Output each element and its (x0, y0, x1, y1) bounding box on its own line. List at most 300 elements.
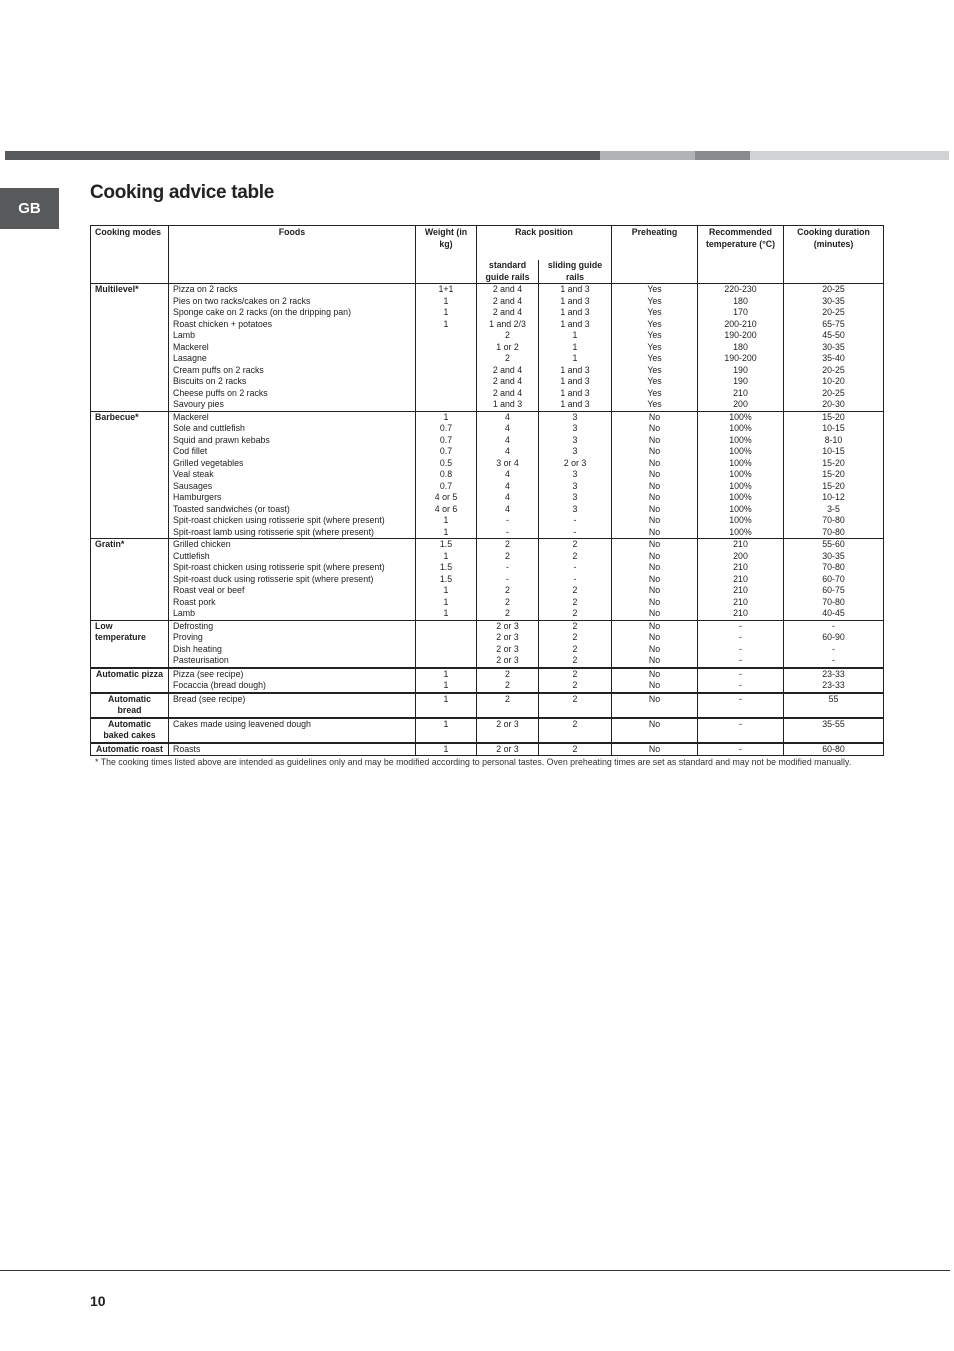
table-row (91, 527, 884, 539)
header-bar-segment (5, 151, 600, 160)
temperature-cell: 200 (698, 551, 784, 563)
duration-cell: 30-35 (784, 551, 884, 563)
duration-cell: 10-20 (784, 376, 884, 388)
table-row (91, 515, 884, 527)
rack-sliding-cell: - (539, 562, 612, 574)
rack-sliding-cell: 3 (539, 469, 612, 481)
preheating-cell: No (612, 411, 698, 423)
table-row (91, 620, 884, 632)
food-cell: Spit-roast chicken using rotisserie spit (where present) (169, 562, 416, 574)
table-row (91, 284, 884, 296)
rack-standard-cell: 4 (477, 411, 539, 423)
rack-sliding-cell: 2 (539, 668, 612, 681)
food-cell: Sole and cuttlefish (169, 423, 416, 435)
rack-sliding-cell: 1 and 3 (539, 388, 612, 400)
duration-cell: 23-33 (784, 668, 884, 681)
rack-standard-cell: 2 and 4 (477, 307, 539, 319)
header-weight: Weight (in kg) (416, 226, 477, 284)
rack-sliding-cell: 2 (539, 743, 612, 756)
rack-standard-cell: 4 (477, 435, 539, 447)
food-cell: Defrosting (169, 620, 416, 632)
rack-standard-cell: 2 (477, 680, 539, 693)
temperature-cell: 170 (698, 307, 784, 319)
rack-sliding-cell: 2 (539, 632, 612, 644)
rack-sliding-cell: 2 (539, 718, 612, 743)
header-bar-segment (695, 151, 750, 160)
temperature-cell: 100% (698, 469, 784, 481)
preheating-cell: No (612, 668, 698, 681)
weight-cell: 1 (416, 411, 477, 423)
rack-sliding-cell: 2 (539, 608, 612, 620)
rack-standard-cell: 2 and 4 (477, 296, 539, 308)
temperature-cell: 100% (698, 411, 784, 423)
food-cell: Mackerel (169, 411, 416, 423)
rack-sliding-cell: 1 and 3 (539, 296, 612, 308)
rack-sliding-cell: 2 (539, 539, 612, 551)
preheating-cell: No (612, 435, 698, 447)
temperature-cell: 100% (698, 458, 784, 470)
header-standard-rails: standard guide rails (477, 260, 539, 284)
preheating-cell: Yes (612, 284, 698, 296)
food-cell: Cakes made using leavened dough (169, 718, 416, 743)
weight-cell: 0.7 (416, 423, 477, 435)
temperature-cell: - (698, 620, 784, 632)
weight-cell (416, 330, 477, 342)
rack-sliding-cell: 1 and 3 (539, 307, 612, 319)
duration-cell: 20-25 (784, 388, 884, 400)
temperature-cell: 100% (698, 446, 784, 458)
duration-cell: 20-25 (784, 307, 884, 319)
preheating-cell: No (612, 446, 698, 458)
food-cell: Roast veal or beef (169, 585, 416, 597)
food-cell: Proving (169, 632, 416, 644)
rack-standard-cell: 2 (477, 353, 539, 365)
rack-sliding-cell: 3 (539, 446, 612, 458)
duration-cell: 3-5 (784, 504, 884, 516)
temperature-cell: 190 (698, 365, 784, 377)
preheating-cell: No (612, 743, 698, 756)
preheating-cell: No (612, 458, 698, 470)
duration-cell: 60-70 (784, 574, 884, 586)
table-row (91, 446, 884, 458)
rack-standard-cell: 2 (477, 608, 539, 620)
weight-cell: 0.7 (416, 446, 477, 458)
rack-sliding-cell: - (539, 527, 612, 539)
temperature-cell: 180 (698, 342, 784, 354)
preheating-cell: Yes (612, 365, 698, 377)
rack-standard-cell: 2 and 4 (477, 388, 539, 400)
food-cell: Dish heating (169, 644, 416, 656)
food-cell: Spit-roast duck using rotisserie spit (where present) (169, 574, 416, 586)
weight-cell (416, 632, 477, 644)
rack-standard-cell: - (477, 527, 539, 539)
table-row (91, 399, 884, 411)
temperature-cell: - (698, 632, 784, 644)
weight-cell: 4 or 5 (416, 492, 477, 504)
page-number: 10 (90, 1293, 106, 1309)
rack-sliding-cell: - (539, 515, 612, 527)
rack-standard-cell: 4 (477, 492, 539, 504)
table-row (91, 632, 884, 644)
weight-cell: 1 (416, 743, 477, 756)
rack-standard-cell: 2 (477, 330, 539, 342)
weight-cell: 1 (416, 527, 477, 539)
temperature-cell: - (698, 743, 784, 756)
weight-cell: 4 or 6 (416, 504, 477, 516)
food-cell: Sausages (169, 481, 416, 493)
table-row (91, 342, 884, 354)
cooking-mode-cell: Automatic baked cakes (91, 718, 169, 743)
table-row (91, 585, 884, 597)
temperature-cell: 100% (698, 423, 784, 435)
preheating-cell: No (612, 515, 698, 527)
header-preheating: Preheating (612, 226, 698, 284)
preheating-cell: No (612, 504, 698, 516)
preheating-cell: No (612, 693, 698, 718)
rack-sliding-cell: 3 (539, 504, 612, 516)
rack-standard-cell: - (477, 562, 539, 574)
duration-cell: 55 (784, 693, 884, 718)
weight-cell: 1+1 (416, 284, 477, 296)
rack-standard-cell: 1 and 2/3 (477, 319, 539, 331)
food-cell: Lamb (169, 608, 416, 620)
preheating-cell: Yes (612, 342, 698, 354)
rack-sliding-cell: 2 (539, 644, 612, 656)
food-cell: Roasts (169, 743, 416, 756)
table-row (91, 551, 884, 563)
preheating-cell: Yes (612, 307, 698, 319)
food-cell: Pies on two racks/cakes on 2 racks (169, 296, 416, 308)
food-cell: Spit-roast lamb using rotisserie spit (where present) (169, 527, 416, 539)
temperature-cell: 210 (698, 608, 784, 620)
food-cell: Cream puffs on 2 racks (169, 365, 416, 377)
rack-standard-cell: 4 (477, 446, 539, 458)
temperature-cell: 100% (698, 492, 784, 504)
table-row (91, 504, 884, 516)
rack-standard-cell: 1 or 2 (477, 342, 539, 354)
food-cell: Roast chicken + potatoes (169, 319, 416, 331)
duration-cell: - (784, 655, 884, 668)
temperature-cell: - (698, 680, 784, 693)
weight-cell: 0.8 (416, 469, 477, 481)
table-row (91, 608, 884, 620)
preheating-cell: No (612, 527, 698, 539)
cooking-mode-cell: Multilevel* (91, 284, 169, 412)
header-temperature: Recommended temperature (°C) (698, 226, 784, 284)
food-cell: Pasteurisation (169, 655, 416, 668)
duration-cell: 20-25 (784, 365, 884, 377)
duration-cell: 60-80 (784, 743, 884, 756)
food-cell: Pizza (see recipe) (169, 668, 416, 681)
weight-cell (416, 644, 477, 656)
weight-cell (416, 376, 477, 388)
rack-sliding-cell: 2 (539, 693, 612, 718)
table-row (91, 481, 884, 493)
food-cell: Squid and prawn kebabs (169, 435, 416, 447)
preheating-cell: No (612, 585, 698, 597)
rack-standard-cell: 2 and 4 (477, 376, 539, 388)
weight-cell: 1.5 (416, 574, 477, 586)
preheating-cell: Yes (612, 353, 698, 365)
preheating-cell: No (612, 469, 698, 481)
temperature-cell: 210 (698, 597, 784, 609)
language-tab: GB (0, 188, 59, 229)
rack-standard-cell: 2 or 3 (477, 743, 539, 756)
duration-cell: 15-20 (784, 469, 884, 481)
table-row (91, 718, 884, 743)
rack-sliding-cell: 3 (539, 411, 612, 423)
footnote: * The cooking times listed above are intended as guidelines only and may be modified according to personal tastes. Oven preheating times are set as standard and may not be modified manually. (95, 757, 852, 767)
footer-divider (0, 1270, 950, 1271)
rack-sliding-cell: 3 (539, 492, 612, 504)
food-cell: Roast pork (169, 597, 416, 609)
duration-cell: 55-60 (784, 539, 884, 551)
temperature-cell: 210 (698, 585, 784, 597)
cooking-advice-table (90, 225, 884, 756)
preheating-cell: Yes (612, 376, 698, 388)
duration-cell: 15-20 (784, 481, 884, 493)
duration-cell: 15-20 (784, 411, 884, 423)
table-row (91, 458, 884, 470)
table-row (91, 307, 884, 319)
weight-cell (416, 388, 477, 400)
preheating-cell: No (612, 680, 698, 693)
weight-cell: 0.5 (416, 458, 477, 470)
rack-sliding-cell: 2 (539, 551, 612, 563)
rack-standard-cell: 1 and 3 (477, 399, 539, 411)
duration-cell: 10-12 (784, 492, 884, 504)
duration-cell: 70-80 (784, 527, 884, 539)
duration-cell: 70-80 (784, 515, 884, 527)
preheating-cell: Yes (612, 296, 698, 308)
table-row (91, 469, 884, 481)
table-row (91, 353, 884, 365)
header-bar-segment (750, 151, 949, 160)
cooking-mode-cell: Low temperature (91, 620, 169, 668)
header-sliding-rails: sliding guide rails (539, 260, 612, 284)
table-row (91, 319, 884, 331)
food-cell: Biscuits on 2 racks (169, 376, 416, 388)
rack-sliding-cell: 1 and 3 (539, 376, 612, 388)
weight-cell (416, 620, 477, 632)
duration-cell: 30-35 (784, 296, 884, 308)
food-cell: Pizza on 2 racks (169, 284, 416, 296)
header-foods: Foods (169, 226, 416, 284)
duration-cell: 15-20 (784, 458, 884, 470)
table-row (91, 644, 884, 656)
preheating-cell: No (612, 718, 698, 743)
weight-cell: 1.5 (416, 539, 477, 551)
food-cell: Veal steak (169, 469, 416, 481)
rack-sliding-cell: 2 or 3 (539, 458, 612, 470)
food-cell: Cheese puffs on 2 racks (169, 388, 416, 400)
rack-standard-cell: 4 (477, 469, 539, 481)
weight-cell: 1 (416, 718, 477, 743)
temperature-cell: 210 (698, 388, 784, 400)
duration-cell: 10-15 (784, 446, 884, 458)
duration-cell: 70-80 (784, 562, 884, 574)
temperature-cell: 220-230 (698, 284, 784, 296)
cooking-mode-cell: Automatic bread (91, 693, 169, 718)
duration-cell: - (784, 620, 884, 632)
temperature-cell: 190-200 (698, 353, 784, 365)
rack-sliding-cell: 3 (539, 435, 612, 447)
preheating-cell: Yes (612, 319, 698, 331)
duration-cell: 65-75 (784, 319, 884, 331)
weight-cell: 1 (416, 515, 477, 527)
weight-cell (416, 365, 477, 377)
temperature-cell: - (698, 693, 784, 718)
rack-sliding-cell: 1 (539, 353, 612, 365)
table-row (91, 668, 884, 681)
rack-standard-cell: 2 and 4 (477, 284, 539, 296)
weight-cell (416, 655, 477, 668)
rack-standard-cell: 2 (477, 539, 539, 551)
weight-cell: 1 (416, 307, 477, 319)
table-row (91, 597, 884, 609)
duration-cell: 60-75 (784, 585, 884, 597)
cooking-mode-cell: Automatic pizza (91, 668, 169, 693)
temperature-cell: 210 (698, 574, 784, 586)
rack-sliding-cell: 1 and 3 (539, 284, 612, 296)
preheating-cell: No (612, 539, 698, 551)
header-rack-position: Rack position (477, 226, 612, 261)
rack-standard-cell: 2 or 3 (477, 620, 539, 632)
temperature-cell: 100% (698, 504, 784, 516)
header-color-bar (5, 151, 949, 160)
preheating-cell: No (612, 644, 698, 656)
temperature-cell: 200-210 (698, 319, 784, 331)
duration-cell: 23-33 (784, 680, 884, 693)
food-cell: Sponge cake on 2 racks (on the dripping pan) (169, 307, 416, 319)
preheating-cell: Yes (612, 388, 698, 400)
table-row (91, 330, 884, 342)
weight-cell: 1 (416, 608, 477, 620)
table-row (91, 574, 884, 586)
preheating-cell: No (612, 597, 698, 609)
duration-cell: 70-80 (784, 597, 884, 609)
rack-sliding-cell: 1 (539, 342, 612, 354)
table-row (91, 655, 884, 668)
rack-standard-cell: - (477, 515, 539, 527)
table-row (91, 365, 884, 377)
weight-cell: 1 (416, 693, 477, 718)
preheating-cell: No (612, 562, 698, 574)
rack-sliding-cell: 2 (539, 680, 612, 693)
rack-sliding-cell: 1 and 3 (539, 319, 612, 331)
weight-cell: 1 (416, 680, 477, 693)
cooking-mode-cell: Barbecue* (91, 411, 169, 539)
temperature-cell: 210 (698, 539, 784, 551)
table-row (91, 296, 884, 308)
food-cell: Lamb (169, 330, 416, 342)
preheating-cell: Yes (612, 330, 698, 342)
page-title: Cooking advice table (90, 182, 275, 203)
weight-cell (416, 342, 477, 354)
duration-cell: 30-35 (784, 342, 884, 354)
preheating-cell: Yes (612, 399, 698, 411)
header-bar-segment (600, 151, 695, 160)
table-row (91, 492, 884, 504)
temperature-cell: 180 (698, 296, 784, 308)
duration-cell: 35-40 (784, 353, 884, 365)
temperature-cell: 190-200 (698, 330, 784, 342)
table-row (91, 562, 884, 574)
weight-cell: 1 (416, 597, 477, 609)
preheating-cell: No (612, 423, 698, 435)
preheating-cell: No (612, 551, 698, 563)
rack-standard-cell: 2 (477, 693, 539, 718)
temperature-cell: - (698, 655, 784, 668)
food-cell: Grilled chicken (169, 539, 416, 551)
rack-standard-cell: 2 (477, 585, 539, 597)
rack-standard-cell: 2 (477, 597, 539, 609)
weight-cell: 1 (416, 668, 477, 681)
rack-standard-cell: 2 or 3 (477, 718, 539, 743)
temperature-cell: 200 (698, 399, 784, 411)
preheating-cell: No (612, 481, 698, 493)
preheating-cell: No (612, 608, 698, 620)
food-cell: Focaccia (bread dough) (169, 680, 416, 693)
preheating-cell: No (612, 492, 698, 504)
rack-sliding-cell: 2 (539, 620, 612, 632)
duration-cell: 10-15 (784, 423, 884, 435)
header-cooking-modes: Cooking modes (91, 226, 169, 284)
food-cell: Cod fillet (169, 446, 416, 458)
weight-cell: 1 (416, 319, 477, 331)
rack-sliding-cell: 1 and 3 (539, 365, 612, 377)
temperature-cell: 100% (698, 527, 784, 539)
food-cell: Toasted sandwiches (or toast) (169, 504, 416, 516)
rack-sliding-cell: 3 (539, 423, 612, 435)
rack-sliding-cell: 1 (539, 330, 612, 342)
duration-cell: 35-55 (784, 718, 884, 743)
preheating-cell: No (612, 632, 698, 644)
preheating-cell: No (612, 574, 698, 586)
rack-sliding-cell: - (539, 574, 612, 586)
table-row (91, 743, 884, 756)
rack-sliding-cell: 3 (539, 481, 612, 493)
weight-cell: 1 (416, 551, 477, 563)
duration-cell: 8-10 (784, 435, 884, 447)
rack-standard-cell: 4 (477, 504, 539, 516)
table-row (91, 423, 884, 435)
header-duration: Cooking duration (minutes) (784, 226, 884, 284)
temperature-cell: 100% (698, 481, 784, 493)
rack-standard-cell: - (477, 574, 539, 586)
rack-sliding-cell: 2 (539, 585, 612, 597)
table-row (91, 435, 884, 447)
food-cell: Spit-roast chicken using rotisserie spit (where present) (169, 515, 416, 527)
rack-sliding-cell: 1 and 3 (539, 399, 612, 411)
table-row (91, 376, 884, 388)
food-cell: Mackerel (169, 342, 416, 354)
rack-standard-cell: 4 (477, 481, 539, 493)
rack-standard-cell: 2 (477, 551, 539, 563)
table-row (91, 388, 884, 400)
food-cell: Grilled vegetables (169, 458, 416, 470)
table-row (91, 680, 884, 693)
duration-cell: 60-90 (784, 632, 884, 644)
duration-cell: - (784, 644, 884, 656)
rack-standard-cell: 4 (477, 423, 539, 435)
temperature-cell: 100% (698, 435, 784, 447)
cooking-mode-cell: Automatic roast (91, 743, 169, 756)
duration-cell: 20-30 (784, 399, 884, 411)
table-row (91, 411, 884, 423)
cooking-mode-cell: Gratin* (91, 539, 169, 621)
weight-cell (416, 399, 477, 411)
